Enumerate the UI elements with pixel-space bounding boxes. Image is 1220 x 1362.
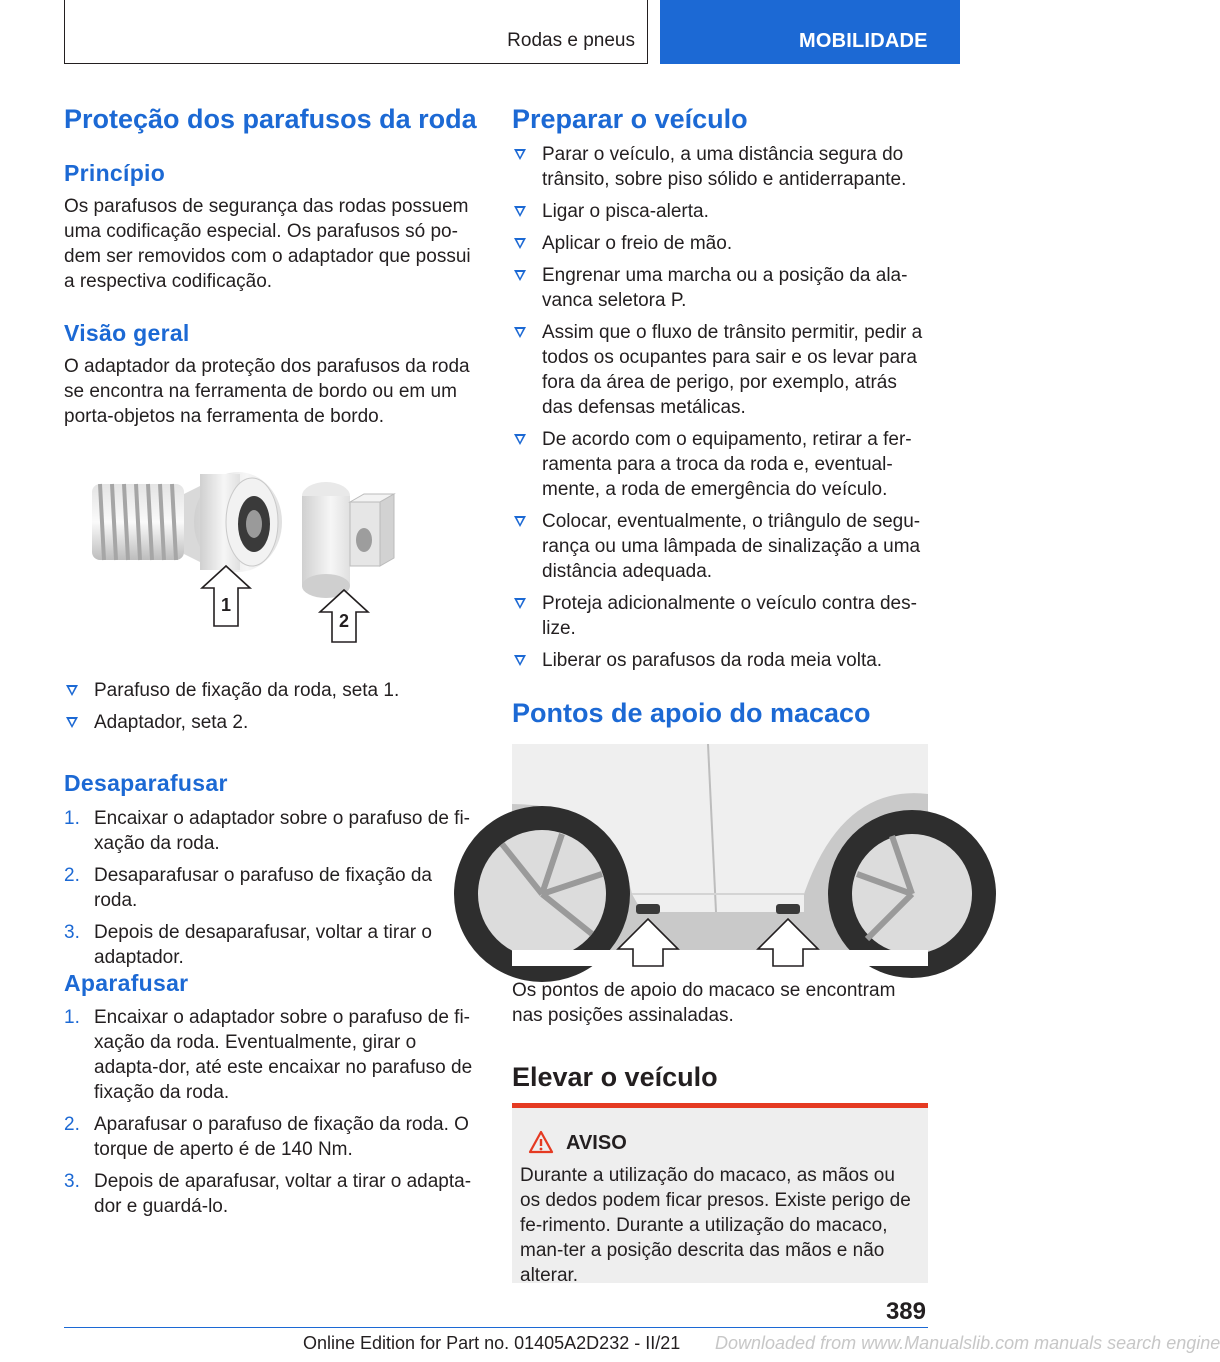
warning-text: Durante a utilização do macaco, as mãos ou os dedos podem ficar presos. Existe perigo de fe-rimento. Durante a utilização do macaco, man-ter a posição descrita das mãos e não alterar.	[520, 1165, 911, 1286]
footer-divider	[64, 1327, 928, 1328]
heading-aparafusar: Aparafusar	[64, 970, 189, 996]
warning-box	[512, 1103, 928, 1286]
heading-principio: Princípio	[64, 160, 166, 186]
legend-item: Parafuso de fixação da roda, seta 1.	[64, 678, 478, 703]
figure-legend-list	[64, 678, 478, 742]
title-protecao: Proteção dos parafusos da roda	[64, 104, 477, 134]
list-item: Engrenar uma marcha ou a posição da ala-vanca seletora P.	[512, 263, 928, 313]
triangle-bullet-icon	[514, 270, 526, 281]
triangle-bullet-icon	[514, 516, 526, 527]
heading-visao-geral: Visão geral	[64, 320, 190, 346]
caption-pontos-apoio: Os pontos de apoio do macaco se encontram nas posições assinaladas.	[512, 980, 896, 1026]
triangle-bullet-icon	[514, 655, 526, 666]
legend-item: Adaptador, seta 2.	[64, 710, 478, 735]
list-preparar-veiculo	[512, 142, 928, 680]
header-section-title: Rodas e pneus	[507, 30, 635, 51]
triangle-bullet-icon	[514, 327, 526, 338]
jacking-points-illustration	[512, 744, 928, 966]
steps-aparafusar	[64, 1005, 478, 1226]
list-item: De acordo com o equipamento, retirar a fer-ramenta para a troca da roda e, eventual-mente, a roda de emergência do veículo.	[512, 427, 928, 502]
step-item: 1. Encaixar o adaptador sobre o parafuso de fi-xação da roda.	[64, 808, 471, 854]
step-item: 1. Encaixar o adaptador sobre o parafuso de fi-xação da roda. Eventualmente, girar o adapta-dor, até este encaixar no parafuso de fixação da roda.	[64, 1007, 473, 1103]
warning-triangle-icon	[528, 1130, 554, 1154]
bolt-adapter-illustration	[88, 466, 404, 644]
warning-heading	[566, 1132, 920, 1155]
arrow-label-2: 2	[338, 611, 350, 631]
arrow-label-1: 1	[220, 595, 232, 615]
list-item: Colocar, eventualmente, o triângulo de segu-rança ou uma lâmpada de sinalização a uma distância adequada.	[512, 509, 928, 584]
text-visao-geral: O adaptador da proteção dos parafusos da roda se encontra na ferramenta de bordo ou em um porta-objetos na ferramenta de bordo.	[64, 356, 470, 427]
title-pontos-apoio: Pontos de apoio do macaco	[512, 698, 871, 728]
list-item: Parar o veículo, a uma distância segura do trânsito, sobre piso sólido e antiderrapante.	[512, 142, 928, 192]
text-principio: Os parafusos de segurança das rodas possuem uma codificação especial. Os parafusos só po-dem ser removidos com o adaptador que possui a respectiva codificação.	[64, 196, 471, 292]
triangle-bullet-icon	[66, 717, 78, 728]
title-elevar-veiculo: Elevar o veículo	[512, 1062, 718, 1092]
step-item: 3. Depois de aparafusar, voltar a tirar o adapta-dor e guardá-lo.	[64, 1171, 472, 1217]
steps-desaparafusar	[64, 806, 478, 977]
list-item: Ligar o pisca-alerta.	[512, 199, 928, 224]
step-item: 2. Aparafusar o parafuso de fixação da roda. O torque de aperto é de 140 Nm.	[64, 1114, 469, 1160]
page-number: 389	[885, 1298, 926, 1325]
title-preparar-veiculo: Preparar o veículo	[512, 104, 748, 134]
list-item: Aplicar o freio de mão.	[512, 231, 928, 256]
header-chapter-tab	[660, 0, 960, 64]
warning-title: AVISO	[566, 1132, 627, 1154]
header-chapter-title: MOBILIDADE	[799, 30, 928, 52]
footer-edition: Online Edition for Part no. 01405A2D232 - II/21	[303, 1333, 681, 1353]
triangle-bullet-icon	[514, 149, 526, 160]
step-item: 2. Desaparafusar o parafuso de fixação da roda.	[64, 865, 432, 911]
triangle-bullet-icon	[514, 238, 526, 249]
triangle-bullet-icon	[66, 685, 78, 696]
triangle-bullet-icon	[514, 598, 526, 609]
list-item: Proteja adicionalmente o veículo contra des-lize.	[512, 591, 928, 641]
triangle-bullet-icon	[514, 434, 526, 445]
header-section-box	[64, 0, 648, 64]
list-item: Assim que o fluxo de trânsito permitir, pedir a todos os ocupantes para sair e os levar para fora da área de perigo, por exemplo, atrás das defensas metálicas.	[512, 320, 928, 420]
footer-watermark: Downloaded from www.Manualslib.com manuals search engine	[715, 1333, 1220, 1353]
step-item: 3. Depois de desaparafusar, voltar a tirar o adaptador.	[64, 922, 432, 968]
list-item: Liberar os parafusos da roda meia volta.	[512, 648, 928, 673]
heading-desaparafusar: Desaparafusar	[64, 770, 228, 796]
triangle-bullet-icon	[514, 206, 526, 217]
